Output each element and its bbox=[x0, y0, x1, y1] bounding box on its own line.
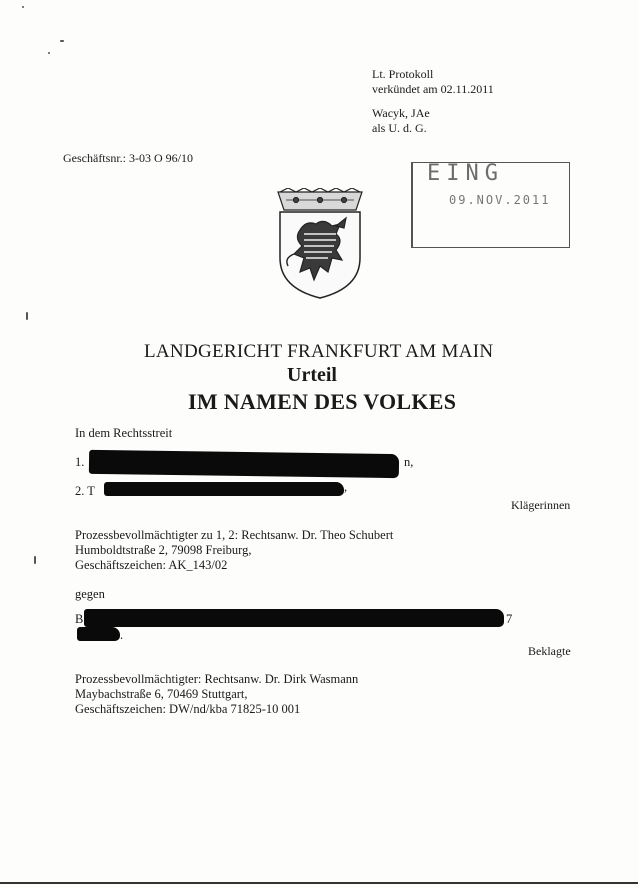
plaintiff-2-prefix: 2. T bbox=[75, 484, 95, 498]
court-title: LANDGERICHT FRANKFURT AM MAIN bbox=[144, 341, 494, 362]
defendant-counsel-line-2: Maybachstraße 6, 70469 Stuttgart, bbox=[75, 687, 248, 701]
defendant-counsel-line-3: Geschäftszeichen: DW/nd/kba 71825-10 001 bbox=[75, 702, 301, 716]
redaction-bar bbox=[104, 482, 344, 496]
plaintiff-counsel-line-1: Prozessbevollmächtigter zu 1, 2: Rechtsanw. Dr. Theo Schubert bbox=[75, 528, 394, 542]
protocol-line-2: verkündet am 02.11.2011 bbox=[372, 82, 494, 96]
scan-speck bbox=[26, 312, 28, 320]
defendant-counsel-line-1: Prozessbevollmächtigter: Rechtsanw. Dr. Dirk Wasmann bbox=[75, 672, 359, 686]
hessen-coat-of-arms-icon bbox=[270, 188, 370, 300]
defendant-suffix: 7 bbox=[506, 612, 513, 626]
scan-speck bbox=[22, 6, 24, 8]
versus-label: gegen bbox=[75, 587, 105, 601]
redaction-bar bbox=[77, 627, 120, 641]
in-the-name-title: IM NAMEN DES VOLKES bbox=[188, 389, 457, 414]
defendant-line2-suffix: . bbox=[120, 628, 124, 642]
scan-speck bbox=[34, 556, 36, 564]
scan-speck bbox=[60, 40, 64, 42]
protocol-line-1: Lt. Protokoll bbox=[372, 67, 434, 81]
protocol-line-3: Wacyk, JAe bbox=[372, 106, 430, 120]
dispute-intro: In dem Rechtsstreit bbox=[75, 426, 173, 440]
plaintiff-counsel-line-2: Humboldtstraße 2, 79098 Freiburg, bbox=[75, 543, 252, 557]
defendant-role: Beklagte bbox=[528, 644, 571, 658]
redaction-bar bbox=[89, 450, 399, 478]
page-edge-line bbox=[0, 882, 638, 884]
case-number: Geschäftsnr.: 3-03 O 96/10 bbox=[63, 151, 193, 165]
stamp-date: 09.NOV.2011 bbox=[449, 193, 551, 207]
received-stamp bbox=[411, 162, 570, 248]
plaintiff-role: Klägerinnen bbox=[511, 498, 571, 512]
plaintiff-1-prefix: 1. bbox=[75, 455, 85, 469]
redaction-bar bbox=[84, 609, 504, 627]
stamp-text: EING bbox=[427, 161, 504, 186]
plaintiff-counsel-line-3: Geschäftszeichen: AK_143/02 bbox=[75, 558, 228, 572]
protocol-line-4: als U. d. G. bbox=[372, 121, 427, 135]
defendant-prefix: B bbox=[75, 612, 84, 626]
plaintiff-2-suffix: , bbox=[344, 480, 348, 494]
plaintiff-1-suffix: n, bbox=[404, 455, 414, 469]
scan-speck bbox=[48, 52, 50, 54]
verdict-title: Urteil bbox=[287, 364, 337, 386]
